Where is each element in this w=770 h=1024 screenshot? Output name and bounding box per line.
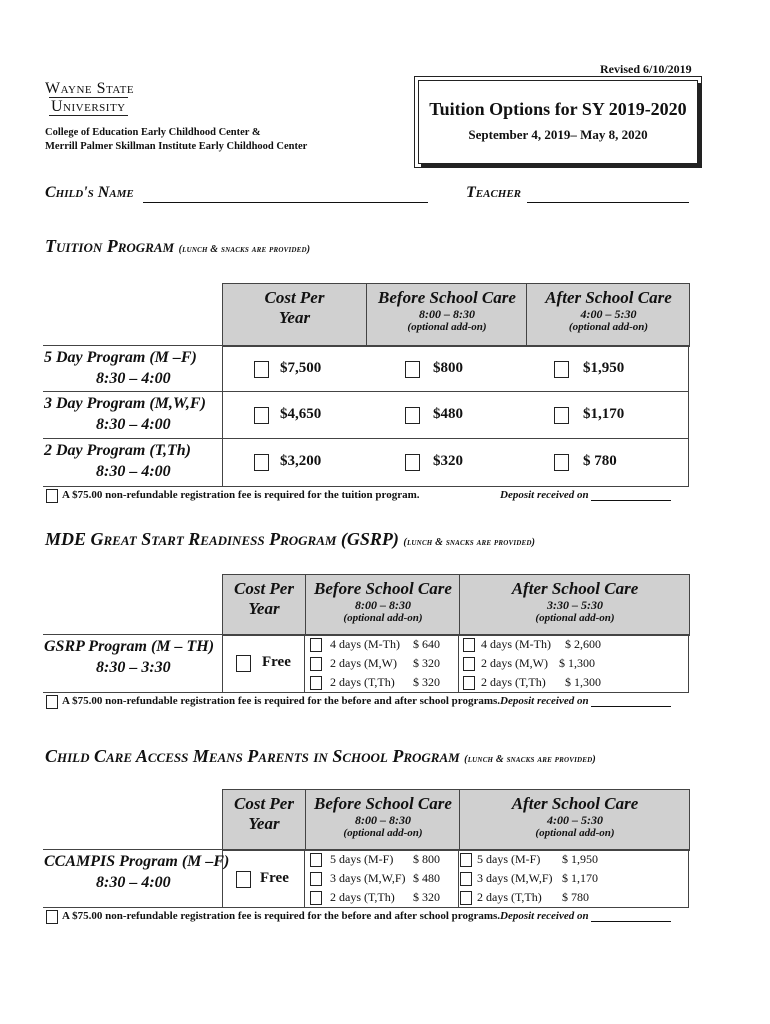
divider — [43, 849, 689, 850]
university-logo — [45, 80, 135, 116]
checkbox-ccampis-before-2[interactable] — [310, 872, 322, 886]
tuition-col-cost: Cost Per Year — [264, 288, 325, 327]
ccampis-title: Child Care Access Means Parents in School Program — [45, 746, 460, 766]
checkbox-5day-before[interactable] — [405, 361, 420, 378]
checkbox-gsrp-before-3[interactable] — [310, 676, 322, 690]
gsrp-fee-note: A $75.00 non-refundable registration fee is required for the before and after school programs. — [62, 695, 501, 707]
revised-date: Revised 6/10/2019 — [600, 62, 692, 76]
ccampis-after-3-days: 2 days (T,Th) — [477, 890, 542, 904]
ccampis-before-1-price: $ 800 — [413, 852, 440, 866]
tuition-col-after: After School Care 4:00 – 5:30 (optional add-on) — [526, 284, 690, 346]
checkbox-ccampis-after-2[interactable] — [460, 872, 472, 886]
tuition-col-before: Before School Care 8:00 – 8:30 (optional add-on) — [366, 284, 527, 346]
gsrp-table-header — [222, 574, 690, 636]
tuition-deposit: Deposit received on — [500, 489, 589, 501]
tuition-row-3day: 3 Day Program (M,W,F) 8:30 – 4:00 — [44, 395, 206, 433]
ccampis-deposit-field[interactable] — [591, 910, 671, 922]
price-3day-before: $480 — [433, 406, 463, 422]
gsrp-section-title — [45, 529, 535, 550]
checkbox-5day-cost[interactable] — [254, 361, 269, 378]
divider — [304, 849, 305, 907]
gsrp-after-1-days: 4 days (M-Th) — [481, 637, 551, 651]
tuition-deposit-field[interactable] — [591, 489, 671, 501]
checkbox-tuition-fee[interactable] — [46, 489, 58, 503]
checkbox-ccampis-fee[interactable] — [46, 910, 58, 924]
divider — [43, 438, 689, 439]
checkbox-2day-after[interactable] — [554, 454, 569, 471]
gsrp-before-3-days: 2 days (T,Th) — [330, 675, 395, 689]
price-5day-cost: $7,500 — [280, 360, 322, 376]
gsrp-col-before: Before School Care 8:00 – 8:30 (optional add-on) — [305, 575, 460, 635]
divider — [43, 345, 689, 346]
ccampis-cost: Free — [260, 870, 289, 886]
ccampis-after-2-days: 3 days (M,W,F) — [477, 871, 553, 885]
checkbox-gsrp-before-1[interactable] — [310, 638, 322, 652]
college-line-2: Merrill Palmer Skillman Institute Early Childhood Center — [45, 141, 308, 152]
ccampis-after-3-price: $ 780 — [562, 890, 589, 904]
gsrp-before-3-price: $ 320 — [413, 675, 440, 689]
teacher-label: Teacher — [466, 184, 522, 201]
tuition-row-2day: 2 Day Program (T,Th) 8:30 – 4:00 — [44, 442, 191, 480]
college-line-1: College of Education Early Childhood Center & — [45, 127, 261, 138]
gsrp-col-cost: Cost Per Year — [234, 579, 294, 618]
checkbox-ccampis-after-3[interactable] — [460, 891, 472, 905]
gsrp-program: GSRP Program (M – TH) 8:30 – 3:30 — [44, 638, 215, 676]
divider — [304, 634, 305, 692]
gsrp-before-1-days: 4 days (M-Th) — [330, 637, 400, 651]
ccampis-before-2-days: 3 days (M,W,F) — [330, 871, 406, 885]
gsrp-before-2-days: 2 days (M,W) — [330, 656, 397, 670]
divider — [222, 345, 223, 486]
ccampis-after-1-price: $ 1,950 — [562, 852, 598, 866]
checkbox-2day-before[interactable] — [405, 454, 420, 471]
teacher-field[interactable] — [527, 186, 689, 203]
ccampis-after-1-days: 5 days (M-F) — [477, 852, 541, 866]
child-name-field[interactable] — [143, 186, 428, 203]
price-2day-before: $320 — [433, 453, 463, 469]
ccampis-before-1-days: 5 days (M-F) — [330, 852, 394, 866]
divider — [222, 634, 223, 692]
gsrp-subtitle: (lunch & snacks are provided) — [403, 537, 536, 548]
ccampis-col-after: After School Care 4:00 – 5:30 (optional add-on) — [459, 790, 690, 850]
tuition-fee-note: A $75.00 non-refundable registration fee is required for the tuition program. — [62, 489, 420, 501]
college-names — [45, 126, 307, 154]
ccampis-section-title — [45, 746, 596, 767]
tuition-table-header — [222, 283, 690, 347]
checkbox-gsrp-cost[interactable] — [236, 655, 251, 672]
divider — [688, 634, 689, 692]
divider — [43, 391, 689, 392]
tuition-row-5day: 5 Day Program (M –F) 8:30 – 4:00 — [44, 349, 197, 387]
checkbox-5day-after[interactable] — [554, 361, 569, 378]
divider — [458, 849, 459, 907]
price-5day-after: $1,950 — [583, 360, 625, 376]
child-name-label: Child's Name — [45, 184, 134, 201]
gsrp-after-2-days: 2 days (M,W) — [481, 656, 548, 670]
checkbox-3day-before[interactable] — [405, 407, 420, 424]
divider — [458, 634, 459, 692]
gsrp-after-3-days: 2 days (T,Th) — [481, 675, 546, 689]
logo-line-2: University — [51, 98, 126, 115]
gsrp-before-2-price: $ 320 — [413, 656, 440, 670]
divider — [43, 486, 689, 487]
ccampis-before-3-price: $ 320 — [413, 890, 440, 904]
price-5day-before: $800 — [433, 360, 463, 376]
gsrp-after-3-price: $ 1,300 — [565, 675, 601, 689]
gsrp-cost: Free — [262, 654, 291, 670]
tuition-title: Tuition Program — [45, 236, 175, 256]
checkbox-ccampis-cost[interactable] — [236, 871, 251, 888]
checkbox-gsrp-after-2[interactable] — [463, 657, 475, 671]
divider — [43, 634, 689, 635]
ccampis-program: CCAMPIS Program (M –F) 8:30 – 4:00 — [44, 853, 230, 891]
ccampis-before-3-days: 2 days (T,Th) — [330, 890, 395, 904]
gsrp-deposit-field[interactable] — [591, 695, 671, 707]
divider — [43, 907, 689, 908]
tuition-section-title — [45, 236, 310, 257]
checkbox-ccampis-before-3[interactable] — [310, 891, 322, 905]
divider — [43, 692, 689, 693]
gsrp-deposit: Deposit received on — [500, 695, 589, 707]
gsrp-title: MDE Great Start Readiness Program (GSRP) — [45, 529, 399, 549]
checkbox-ccampis-after-1[interactable] — [460, 853, 472, 867]
checkbox-ccampis-before-1[interactable] — [310, 853, 322, 867]
school-year-dates: September 4, 2019– May 8, 2020 — [468, 127, 648, 142]
checkbox-gsrp-after-1[interactable] — [463, 638, 475, 652]
checkbox-gsrp-fee[interactable] — [46, 695, 58, 709]
price-2day-after: $ 780 — [583, 453, 617, 469]
price-3day-cost: $4,650 — [280, 406, 322, 422]
price-2day-cost: $3,200 — [280, 453, 322, 469]
ccampis-deposit: Deposit received on — [500, 910, 589, 922]
ccampis-before-2-price: $ 480 — [413, 871, 440, 885]
ccampis-col-before: Before School Care 8:00 – 8:30 (optional add-on) — [305, 790, 460, 850]
ccampis-table-header — [222, 789, 690, 851]
checkbox-3day-after[interactable] — [554, 407, 569, 424]
gsrp-before-1-price: $ 640 — [413, 637, 440, 651]
tuition-subtitle: (lunch & snacks are provided) — [178, 244, 311, 255]
gsrp-col-after: After School Care 3:30 – 5:30 (optional add-on) — [459, 575, 690, 635]
divider — [688, 345, 689, 486]
divider — [688, 849, 689, 907]
checkbox-gsrp-after-3[interactable] — [463, 676, 475, 690]
title-box — [418, 80, 698, 164]
checkbox-3day-cost[interactable] — [254, 407, 269, 424]
price-3day-after: $1,170 — [583, 406, 625, 422]
ccampis-subtitle: (lunch & snacks are provided) — [464, 754, 596, 765]
checkbox-2day-cost[interactable] — [254, 454, 269, 471]
gsrp-after-1-price: $ 2,600 — [565, 637, 601, 651]
gsrp-after-2-price: $ 1,300 — [559, 656, 595, 670]
ccampis-fee-note: A $75.00 non-refundable registration fee is required for the before and after school programs. — [62, 910, 501, 922]
logo-line-1: Wayne State — [45, 80, 135, 97]
ccampis-col-cost: Cost Per Year — [234, 794, 294, 833]
ccampis-after-2-price: $ 1,170 — [562, 871, 598, 885]
checkbox-gsrp-before-2[interactable] — [310, 657, 322, 671]
page-title: Tuition Options for SY 2019-2020 — [429, 99, 687, 119]
